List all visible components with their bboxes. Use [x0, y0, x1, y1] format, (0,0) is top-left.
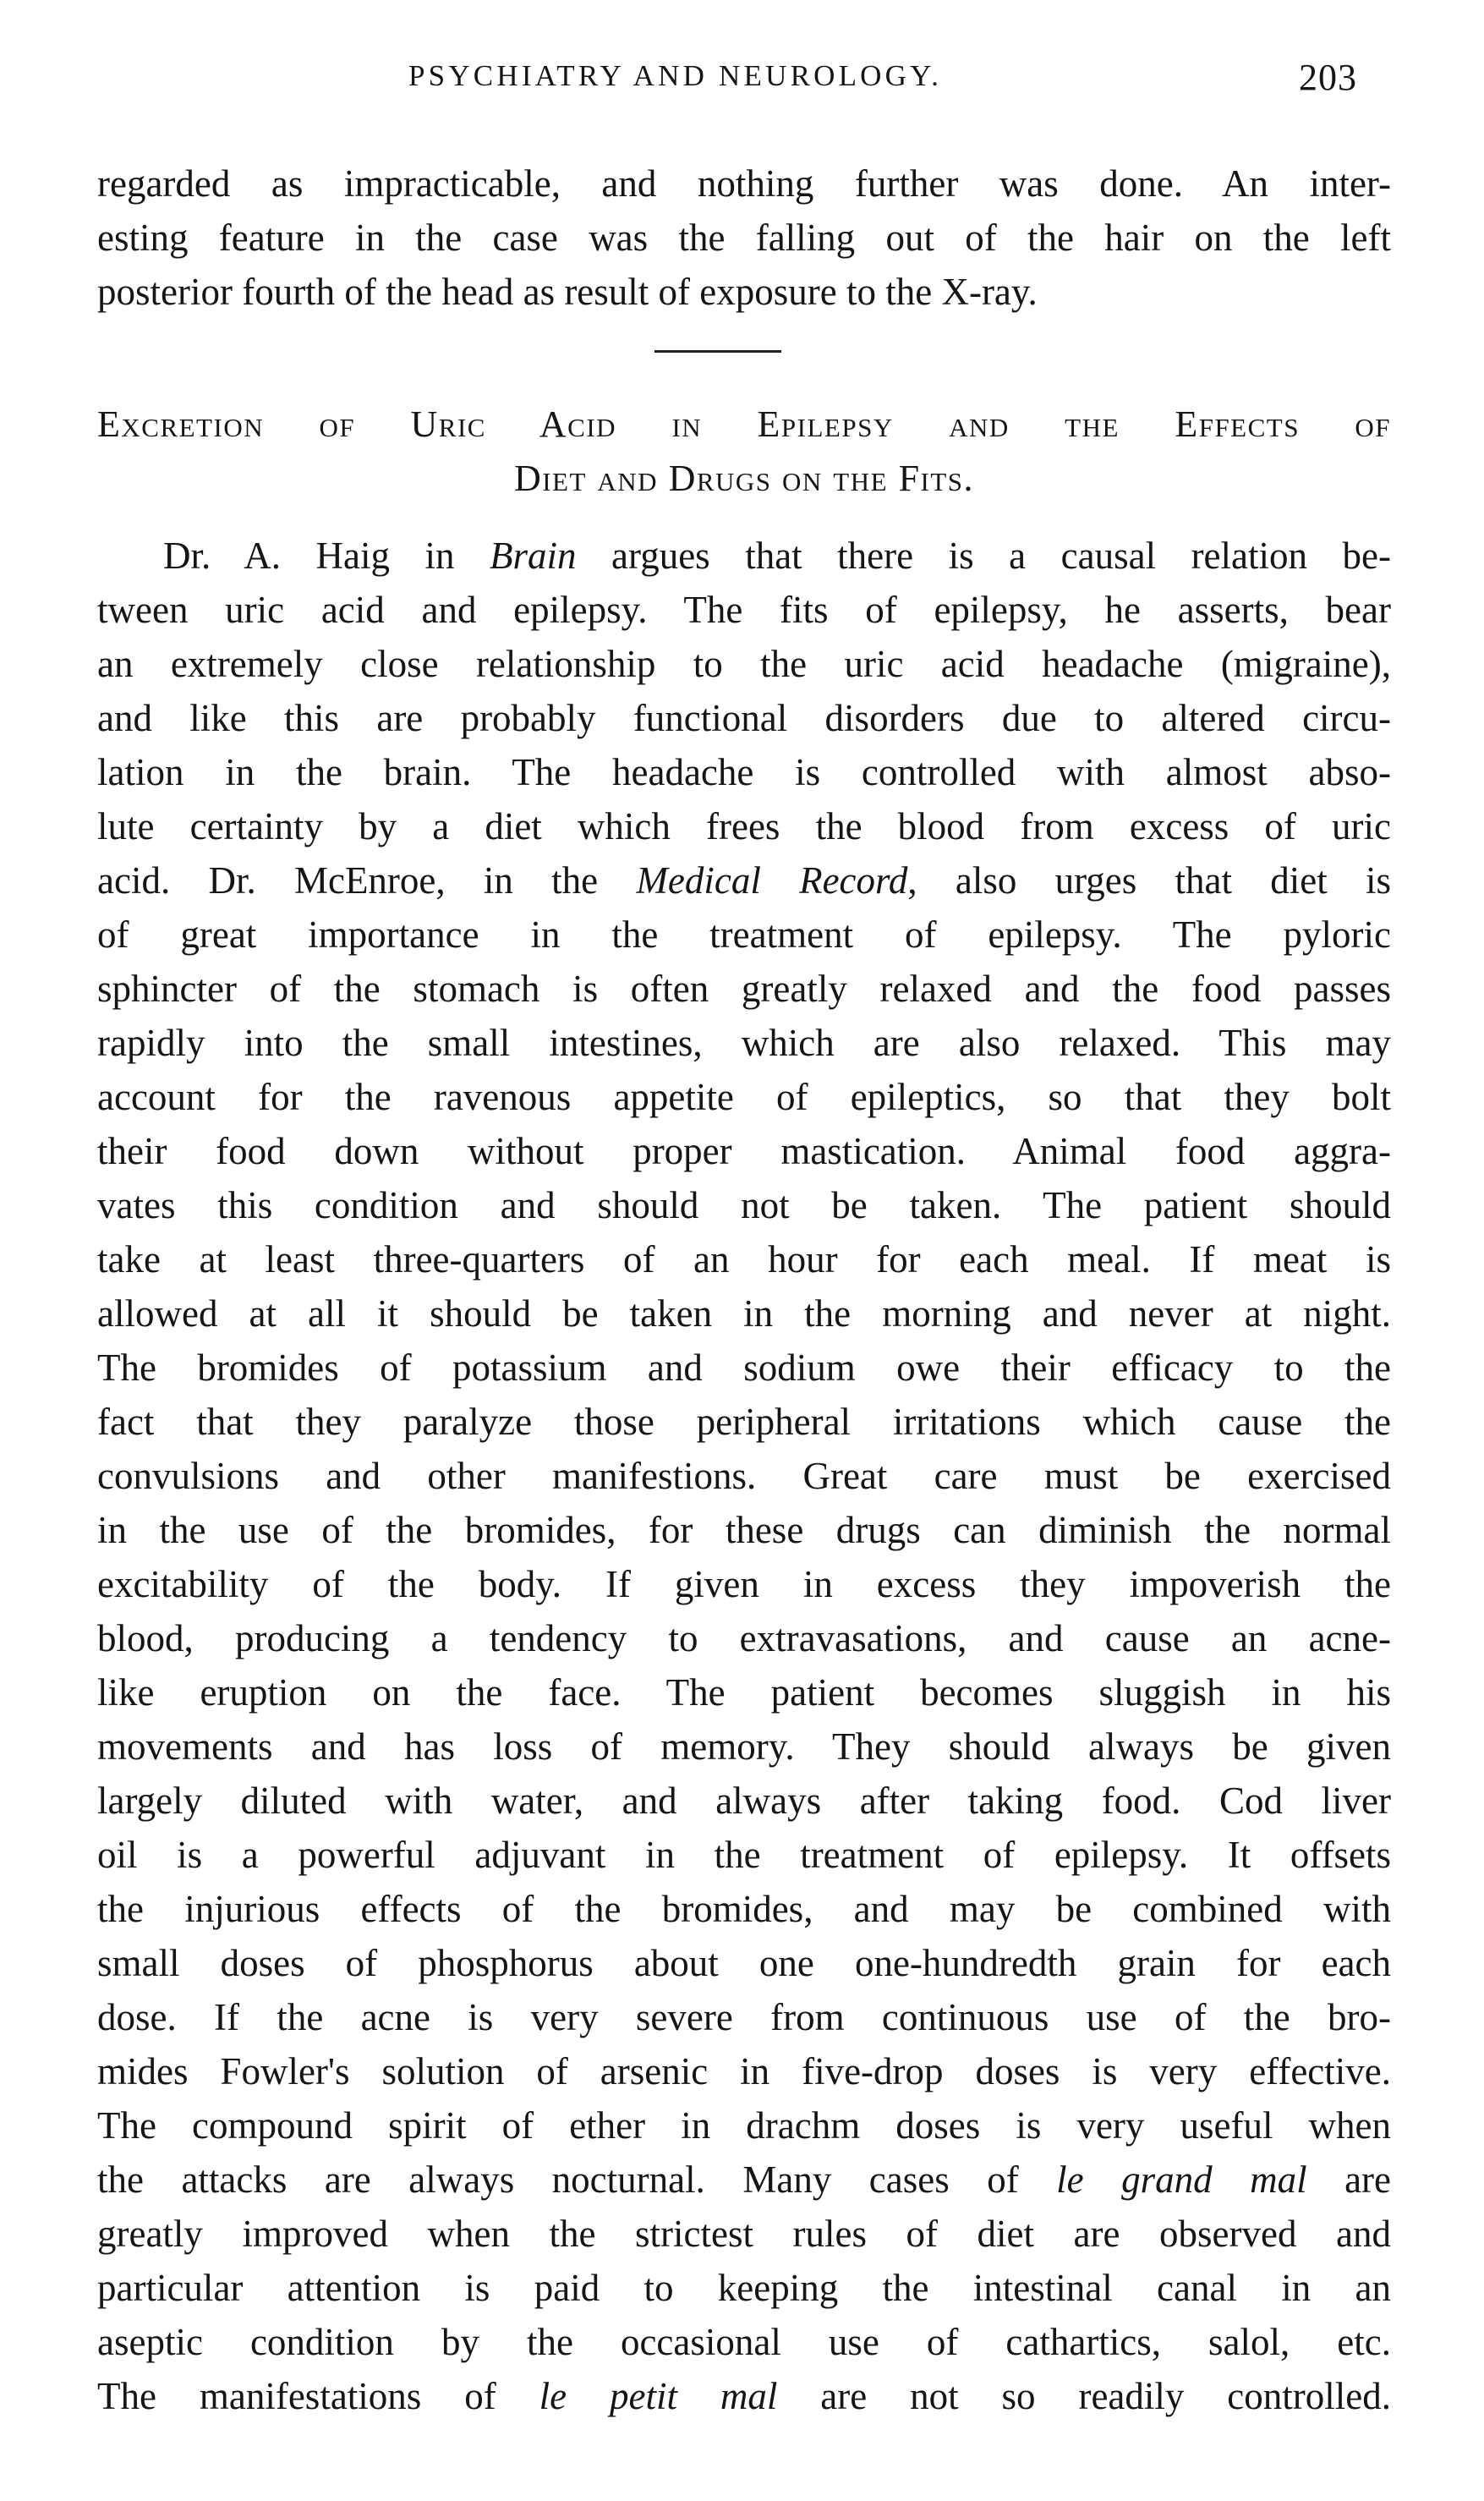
- section-heading-line: Diet and Drugs on the Fits.: [513, 458, 975, 499]
- text-line: The compound spirit of ether in drachm doses is very useful when: [97, 2104, 1391, 2147]
- text-line: greatly improved when the strictest rules of diet are observed and: [97, 2213, 1391, 2255]
- text-line: lation in the brain. The headache is controlled with almost abso-: [97, 751, 1391, 793]
- text-line: Dr. A. Haig in Brain argues that there is a causal relation be-: [163, 535, 1391, 577]
- text-line: mides Fowler's solution of arsenic in five-drop doses is very effective.: [97, 2050, 1391, 2092]
- text-line: account for the ravenous appetite of epileptics, so that they bolt: [97, 1076, 1391, 1118]
- text-line: like eruption on the face. The patient becomes sluggish in his: [97, 1671, 1391, 1714]
- text-line: aseptic condition by the occasional use of cathartics, salol, etc.: [97, 2321, 1391, 2363]
- text-line: The bromides of potassium and sodium owe their efficacy to the: [97, 1346, 1391, 1389]
- text-line: rapidly into the small intestines, which are also relaxed. This may: [97, 1022, 1391, 1064]
- italic-term: le grand mal: [1056, 2158, 1307, 2201]
- text-line: blood, producing a tendency to extravasations, and cause an acne-: [97, 1617, 1391, 1659]
- text-line: acid. Dr. McEnroe, in the Medical Record, also urges that diet is: [97, 859, 1391, 902]
- text-line: movements and has loss of memory. They should always be given: [97, 1725, 1391, 1768]
- text-line: an extremely close relationship to the uric acid headache (migraine),: [97, 643, 1391, 685]
- text-line: posterior fourth of the head as result of exposure to the X-ray.: [97, 271, 1038, 313]
- section-heading-line: Excretion of Uric Acid in Epilepsy and the Effects of: [97, 403, 1391, 445]
- text-line: vates this condition and should not be taken. The patient should: [97, 1184, 1391, 1226]
- continued-paragraph: [97, 156, 1391, 319]
- text-line: their food down without proper mastication. Animal food aggra-: [97, 1130, 1391, 1172]
- running-head: [97, 52, 1391, 103]
- text-line: small doses of phosphorus about one one-hundredth grain for each: [97, 1942, 1391, 1984]
- text-line: take at least three-quarters of an hour for each meal. If meat is: [97, 1238, 1391, 1281]
- text-line: tween uric acid and epilepsy. The fits of epilepsy, he asserts, bear: [97, 589, 1391, 631]
- italic-term: Medical Record: [636, 859, 908, 902]
- text-line: esting feature in the case was the falling out of the hair on the left: [97, 217, 1391, 259]
- text-line: regarded as impracticable, and nothing further was done. An inter-: [97, 162, 1391, 205]
- text-line: in the use of the bromides, for these drugs can diminish the normal: [97, 1509, 1391, 1551]
- text-line: the attacks are always nocturnal. Many cases of le grand mal are: [97, 2158, 1391, 2201]
- text-line: the injurious effects of the bromides, and may be combined with: [97, 1888, 1391, 1930]
- running-title: PSYCHIATRY AND NEUROLOGY.: [408, 59, 943, 92]
- text-line: allowed at all it should be taken in the morning and never at night.: [97, 1292, 1391, 1335]
- italic-term: Brain: [490, 535, 577, 577]
- text-line: fact that they paralyze those peripheral irritations which cause the: [97, 1401, 1391, 1443]
- text-line: and like this are probably functional disorders due to altered circu-: [97, 697, 1391, 739]
- text-line: excitability of the body. If given in excess they impoverish the: [97, 1563, 1391, 1605]
- section-heading: [97, 398, 1391, 506]
- text-line: The manifestations of le petit mal are not so readily controlled.: [97, 2375, 1391, 2417]
- article-paragraph: [97, 529, 1391, 2423]
- section-divider: [654, 350, 781, 353]
- text-line: largely diluted with water, and always after taking food. Cod liver: [97, 1780, 1391, 1822]
- text-line: oil is a powerful adjuvant in the treatment of epilepsy. It offsets: [97, 1834, 1391, 1876]
- italic-term: le petit mal: [539, 2375, 778, 2417]
- text-line: lute certainty by a diet which frees the blood from excess of uric: [97, 805, 1391, 847]
- text-line: particular attention is paid to keeping the intestinal canal in an: [97, 2267, 1391, 2309]
- text-line: sphincter of the stomach is often greatly relaxed and the food passes: [97, 968, 1391, 1010]
- page-number: 203: [1299, 57, 1357, 98]
- text-line: of great importance in the treatment of epilepsy. The pyloric: [97, 913, 1391, 956]
- text-line: convulsions and other manifestions. Great care must be exercised: [97, 1455, 1391, 1497]
- text-line: dose. If the acne is very severe from continuous use of the bro-: [97, 1996, 1391, 2038]
